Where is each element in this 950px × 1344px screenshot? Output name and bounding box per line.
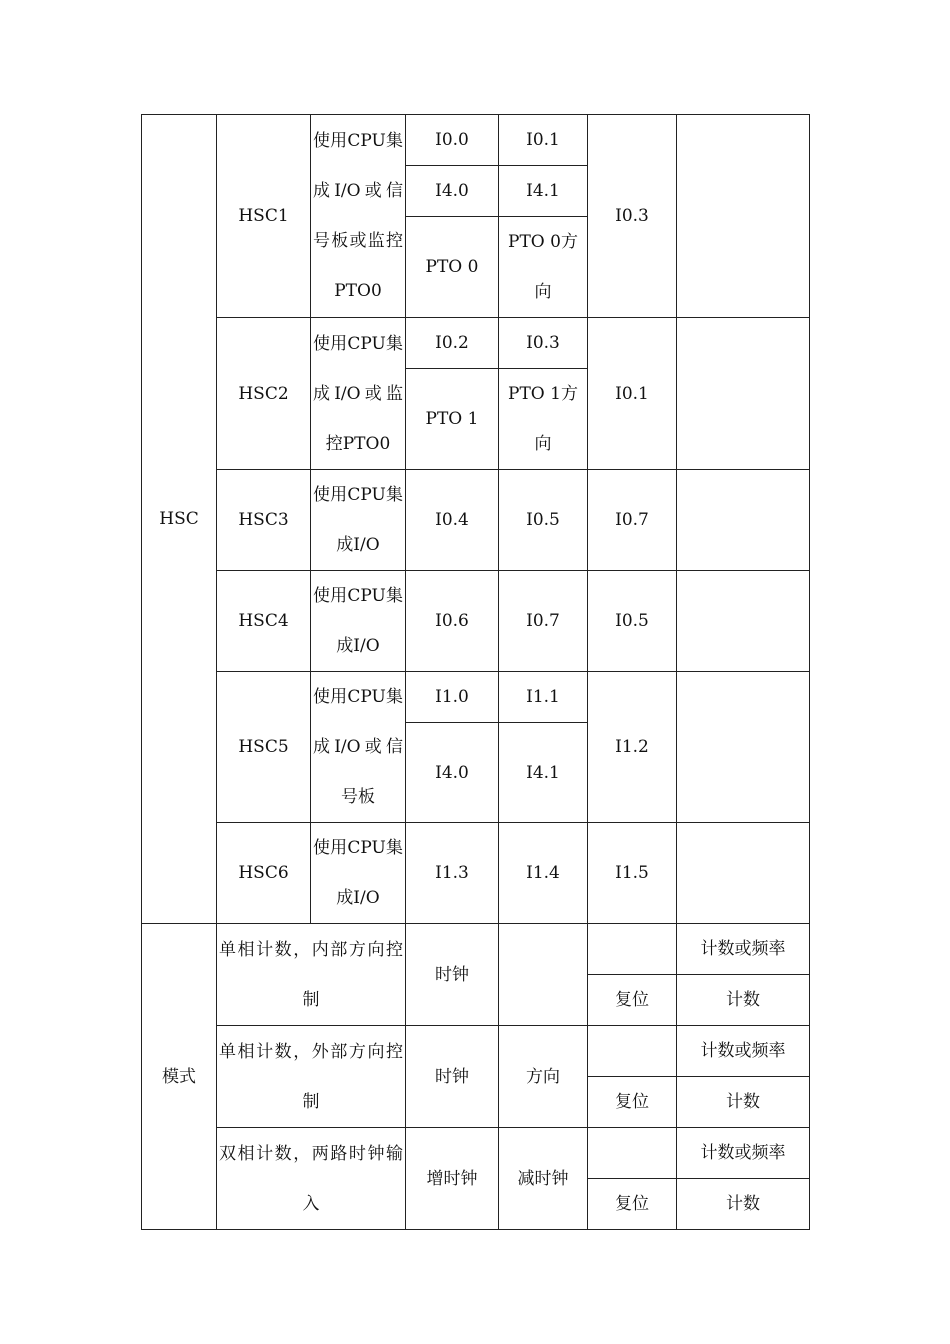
function-cell: [677, 318, 810, 470]
mode-function-bottom: 计数: [677, 1077, 810, 1128]
input-b: I1.4: [499, 823, 588, 924]
reset-input: I0.3: [588, 115, 677, 318]
mode-input-b: 方向: [499, 1026, 588, 1128]
mode-input-a: 时钟: [406, 1026, 499, 1128]
input-a: PTO 0: [406, 217, 499, 318]
reset-input: I0.7: [588, 470, 677, 571]
reset-input: I0.5: [588, 571, 677, 672]
input-a: I4.0: [406, 723, 499, 823]
input-a: I0.4: [406, 470, 499, 571]
input-b: PTO 0方向: [499, 217, 588, 318]
hsc-source: 使用CPU集成I/O或信号板: [311, 672, 406, 823]
function-cell: [677, 823, 810, 924]
input-a: I4.0: [406, 166, 499, 217]
mode-function-top: 计数或频率: [677, 924, 810, 975]
input-a: I0.0: [406, 115, 499, 166]
mode-reset-bottom: 复位: [588, 1077, 677, 1128]
hsc-name: HSC6: [217, 823, 311, 924]
mode-input-b: [499, 924, 588, 1026]
hsc-name: HSC1: [217, 115, 311, 318]
reset-input: I0.1: [588, 318, 677, 470]
function-cell: [677, 470, 810, 571]
function-cell: [677, 571, 810, 672]
input-a: I1.3: [406, 823, 499, 924]
input-b: I0.3: [499, 318, 588, 369]
mode-reset-bottom: 复位: [588, 1179, 677, 1230]
hsc-source: 使用CPU集成I/O或监控PTO0: [311, 318, 406, 470]
input-b: I0.7: [499, 571, 588, 672]
hsc-table: [141, 114, 810, 1230]
mode-function-bottom: 计数: [677, 1179, 810, 1230]
input-a: I0.6: [406, 571, 499, 672]
input-a: PTO 1: [406, 369, 499, 470]
mode-description: 单相计数，外部方向控制: [217, 1026, 406, 1128]
hsc-source: 使用CPU集成I/O: [311, 823, 406, 924]
hsc-source: 使用CPU集成I/O: [311, 470, 406, 571]
mode-function-top: 计数或频率: [677, 1026, 810, 1077]
hsc-source: 使用CPU集成I/O或信号板或监控PTO0: [311, 115, 406, 318]
input-b: I4.1: [499, 166, 588, 217]
mode-reset-top: [588, 924, 677, 975]
hsc-name: HSC3: [217, 470, 311, 571]
mode-reset-top: [588, 1128, 677, 1179]
input-b: I1.1: [499, 672, 588, 723]
function-cell: [677, 115, 810, 318]
input-a: I1.0: [406, 672, 499, 723]
input-b: PTO 1方向: [499, 369, 588, 470]
mode-description: 单相计数，内部方向控制: [217, 924, 406, 1026]
mode-function-bottom: 计数: [677, 975, 810, 1026]
input-b: I4.1: [499, 723, 588, 823]
hsc-name: HSC5: [217, 672, 311, 823]
hsc-group-label: HSC: [142, 115, 217, 924]
reset-input: I1.2: [588, 672, 677, 823]
hsc-name: HSC4: [217, 571, 311, 672]
function-cell: [677, 672, 810, 823]
input-a: I0.2: [406, 318, 499, 369]
mode-reset-top: [588, 1026, 677, 1077]
hsc-name: HSC2: [217, 318, 311, 470]
mode-group-label: 模式: [142, 924, 217, 1230]
mode-input-a: 时钟: [406, 924, 499, 1026]
input-b: I0.5: [499, 470, 588, 571]
hsc-source: 使用CPU集成I/O: [311, 571, 406, 672]
reset-input: I1.5: [588, 823, 677, 924]
mode-reset-bottom: 复位: [588, 975, 677, 1026]
mode-description: 双相计数，两路时钟输入: [217, 1128, 406, 1230]
mode-function-top: 计数或频率: [677, 1128, 810, 1179]
mode-input-a: 增时钟: [406, 1128, 499, 1230]
input-b: I0.1: [499, 115, 588, 166]
mode-input-b: 减时钟: [499, 1128, 588, 1230]
